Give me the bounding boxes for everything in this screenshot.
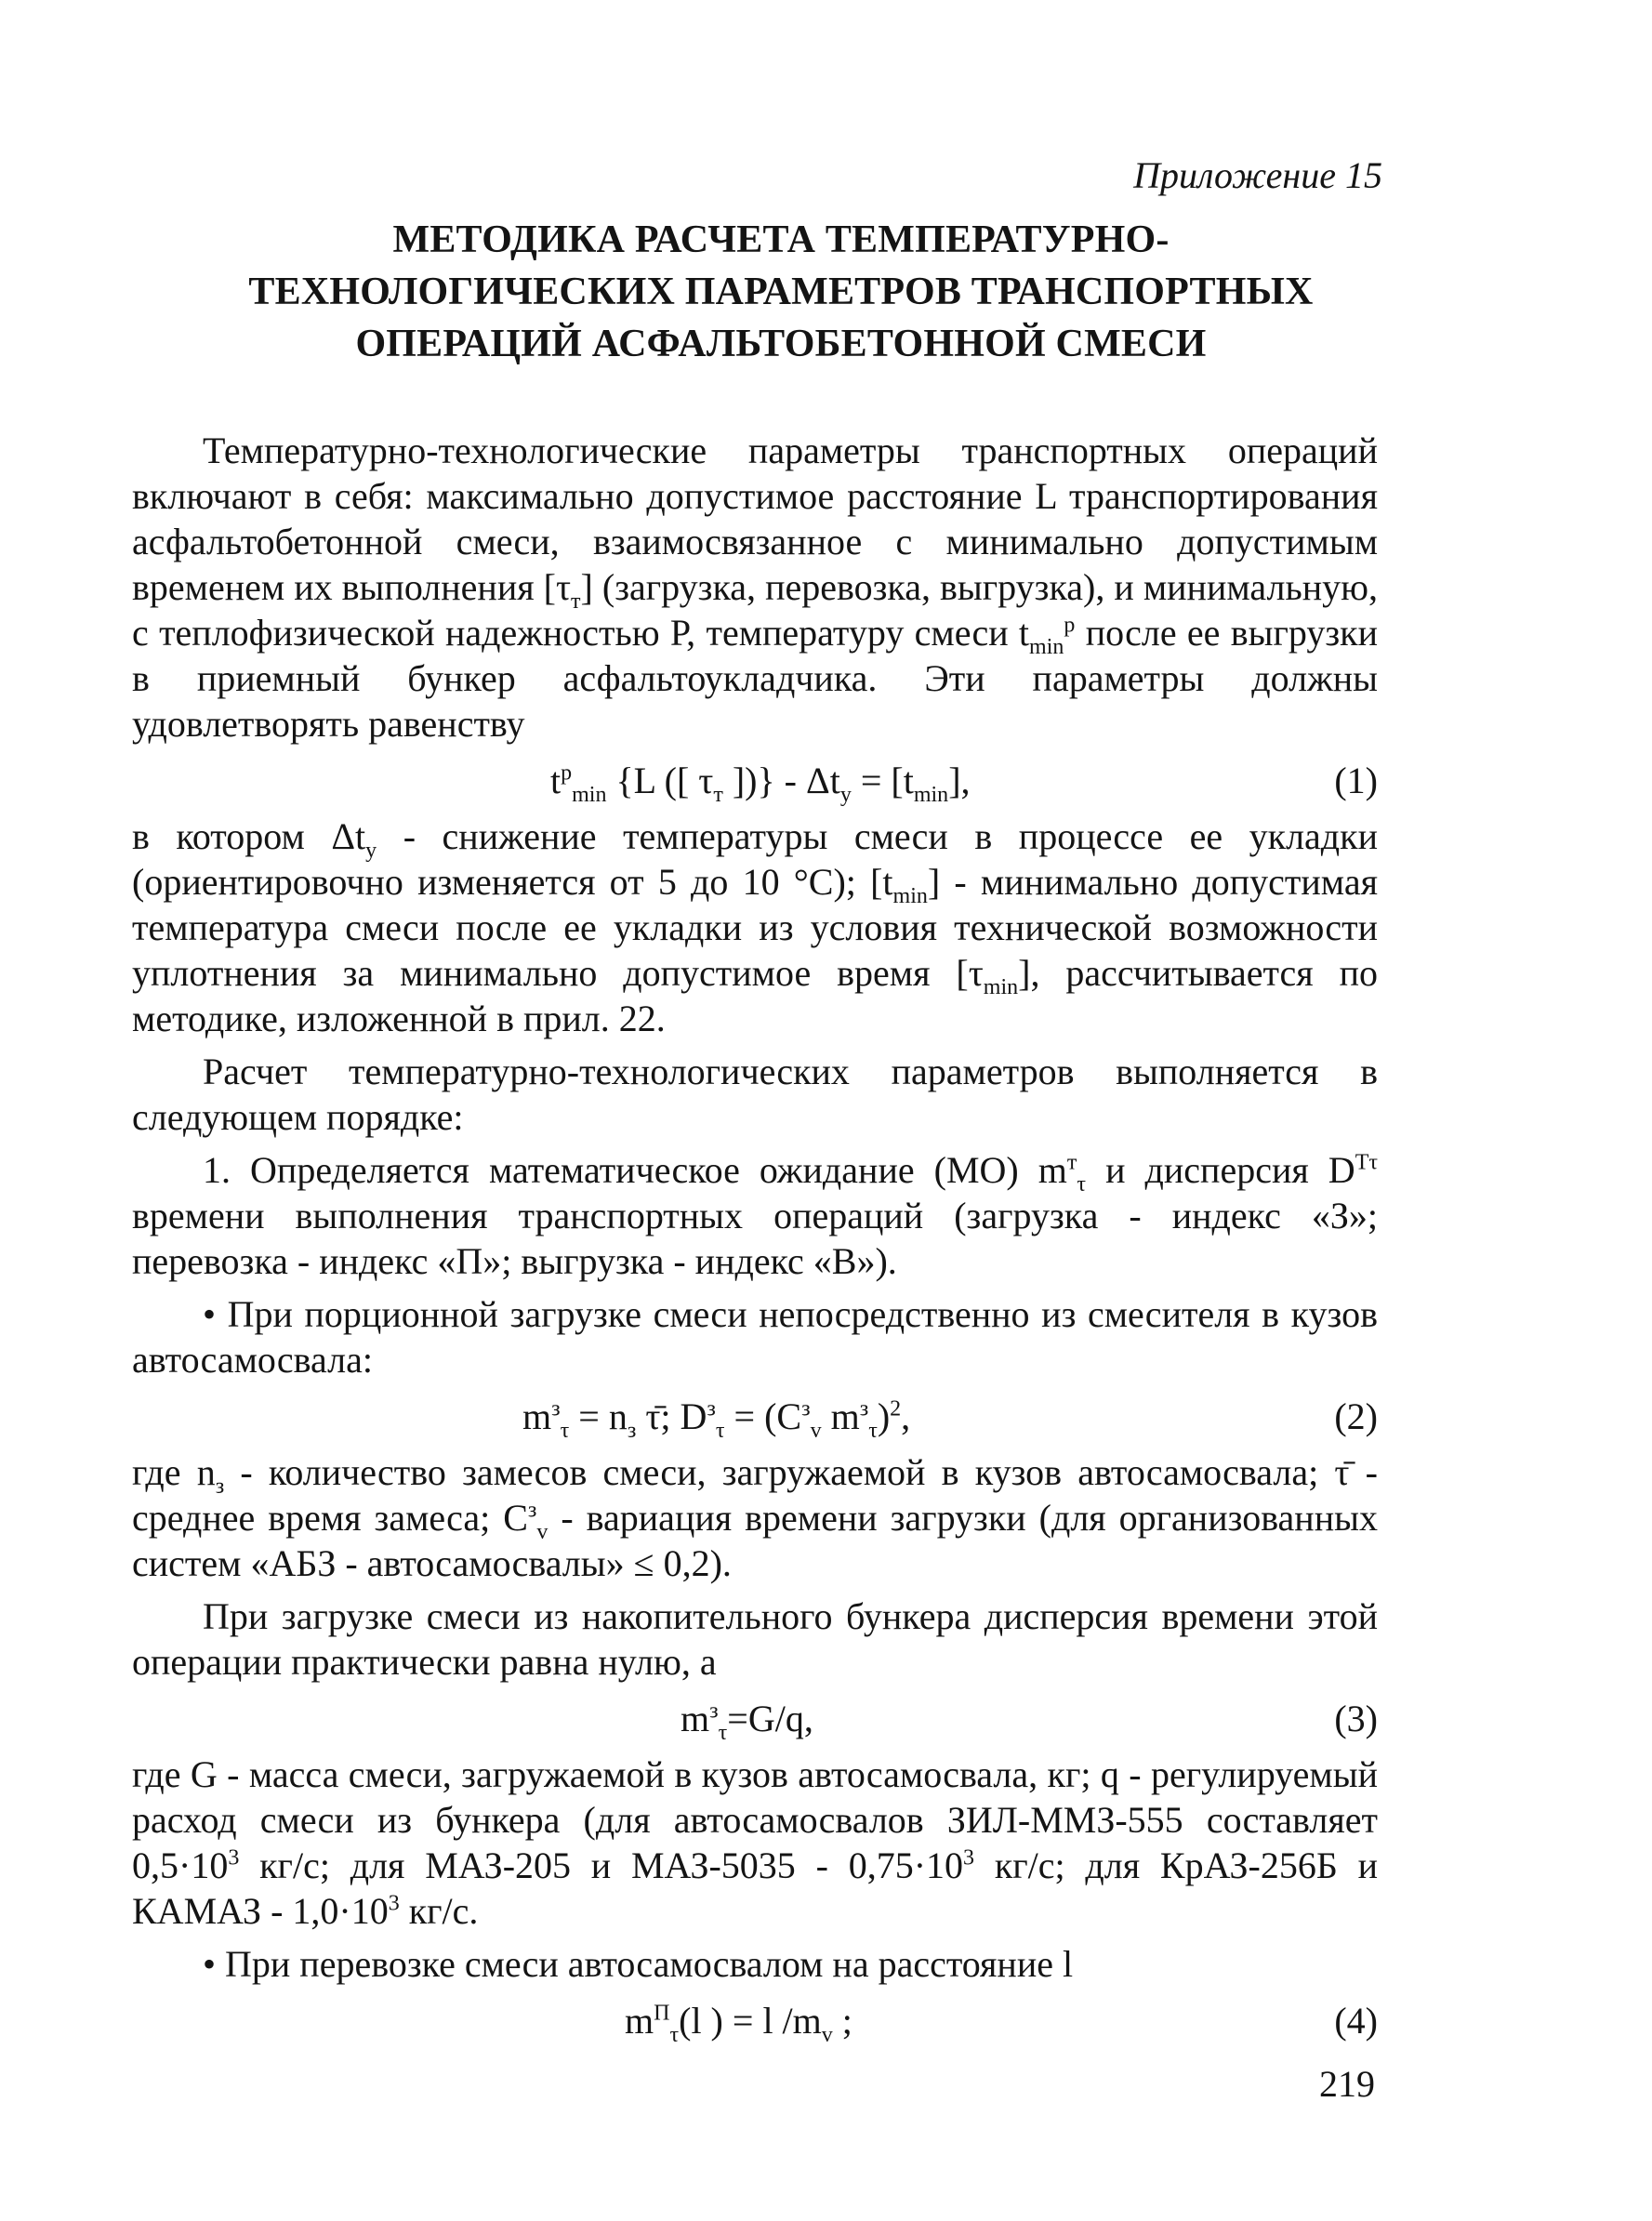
- subscript: τ: [560, 1419, 570, 1443]
- superscript: П: [654, 2001, 670, 2026]
- eq-text: ;: [832, 2000, 852, 2042]
- eq-text: τ̄; D: [636, 1395, 707, 1437]
- text-span: и дисперсия D: [1086, 1149, 1355, 1191]
- eq-text: = [t: [851, 760, 914, 801]
- paragraph-after-eq1: [132, 813, 1378, 1041]
- text-span: - количество замесов смеси, загружаемой в кузов автосамосвала; τ̄ - среднее время замеса; C: [132, 1451, 1378, 1539]
- subscript: min: [1029, 635, 1064, 659]
- text-span: - снижение температуры смеси в процессе ее укладки (ориентировочно изменяется от 5 до 10 °С); [t: [132, 815, 1379, 903]
- page-title: [223, 214, 1339, 370]
- subscript: т: [713, 783, 723, 807]
- eq-text: {L ([ τ: [606, 760, 714, 801]
- subscript: у: [839, 783, 852, 807]
- eq-text: ,: [901, 1395, 911, 1437]
- paragraph-bunker: При загрузке смеси из накопительного бункера дисперсия времени этой операции практически равна нулю, а: [132, 1595, 1378, 1683]
- text-span: Температурно-технологические параметры транспортных операций включают в себя: максимально допустимое расстояние L транспортирования асфальтобетонной смеси, взаимосвязанное с минимально допустимым временем их выполнения [τ: [132, 430, 1378, 608]
- paragraph-after-eq2: [132, 1449, 1378, 1586]
- eq-text: = (C: [724, 1395, 802, 1437]
- eq-text: = n: [569, 1395, 628, 1437]
- subscript: з: [627, 1419, 637, 1443]
- equation-1: [132, 754, 1378, 808]
- subscript: v: [536, 1520, 548, 1544]
- paragraph-after-eq3: [132, 1752, 1378, 1934]
- eq-text: (l ) = l /m: [679, 2000, 822, 2042]
- text-span: времени выполнения транспортных операций (загрузка - индекс «З»; перевозка - индекс «П»; выгрузка - индекс «В»).: [132, 1195, 1378, 1282]
- paragraph-bullet-transport: • При перевозке смеси автосамосвалом на расстояние l: [203, 1943, 1074, 1985]
- superscript: з: [707, 1396, 716, 1421]
- equation-3-formula: [681, 1692, 813, 1746]
- title-line-2: ТЕХНОЛОГИЧЕСКИХ ПАРАМЕТРОВ ТРАНСПОРТНЫХ: [248, 271, 1314, 313]
- eq-text: ],: [948, 760, 971, 801]
- text-span: в котором Δt: [132, 815, 366, 857]
- superscript: з: [551, 1396, 561, 1421]
- superscript: т: [1066, 1150, 1077, 1175]
- superscript: р: [561, 760, 573, 786]
- text-span: - вариация времени загрузки (для организованных систем «АБЗ - автосамосвалы» ≤ 0,2).: [132, 1497, 1378, 1584]
- superscript: 3: [228, 1845, 240, 1871]
- superscript: з: [527, 1498, 537, 1523]
- equation-4-number: (4): [1334, 2000, 1378, 2042]
- subscript: min: [572, 783, 607, 807]
- equation-4: [132, 1994, 1378, 2048]
- subscript: min: [892, 884, 928, 908]
- subscript: min: [983, 975, 1019, 999]
- equation-1-number: (1): [1334, 760, 1378, 801]
- paragraph-intro: [132, 428, 1378, 747]
- subscript: min: [913, 783, 949, 807]
- subscript: у: [365, 839, 377, 863]
- superscript: з: [709, 1699, 719, 1724]
- text-span: 1. Определяется математическое ожидание (МО) m: [203, 1149, 1067, 1191]
- subscript: τ: [718, 1721, 728, 1745]
- eq-text: m: [821, 1395, 860, 1437]
- text-span: где G - масса смеси, загружаемой в кузов автосамосвала, кг; q - регулируемый расход смеси из бункера (для автосамосвалов ЗИЛ-ММЗ-555 составляет 0,5·10: [132, 1753, 1378, 1886]
- body-text: [132, 428, 1378, 2054]
- subscript: τ: [868, 1419, 878, 1443]
- text-span: ] (загрузка, перевозка, выгрузка), и минимальную, с теплофизической надежностью Р, температуру смеси t: [132, 566, 1378, 654]
- text-span: кг/с; для КрАЗ-256Б и КАМАЗ - 1,0·10: [132, 1844, 1378, 1932]
- equation-2: [132, 1390, 1378, 1444]
- superscript: р: [1064, 613, 1076, 638]
- subscript: v: [821, 2023, 833, 2047]
- equation-3-number: (3): [1334, 1698, 1378, 1739]
- subscript: з: [215, 1474, 225, 1499]
- appendix-label: Приложение 15: [1133, 154, 1382, 196]
- eq-symbol: m: [625, 2000, 654, 2042]
- eq-text: ): [877, 1395, 891, 1437]
- subscript: v: [810, 1419, 822, 1443]
- eq-symbol: t: [550, 760, 562, 801]
- superscript: з: [859, 1396, 869, 1421]
- text-span: где n: [132, 1451, 216, 1493]
- equation-2-number: (2): [1334, 1395, 1378, 1437]
- subscript: τ: [1077, 1172, 1087, 1196]
- text-span: после ее выгрузки в приемный бункер асфальтоукладчика. Эти параметры должны удовлетворять равенству: [132, 612, 1378, 745]
- equation-2-formula: [522, 1390, 910, 1444]
- eq-text: ])} - Δt: [722, 760, 840, 801]
- subscript: т: [571, 589, 581, 614]
- equation-1-formula: [550, 754, 971, 808]
- superscript: 2: [890, 1396, 902, 1421]
- text-span: кг/с.: [399, 1890, 479, 1932]
- title-line-1: МЕТОДИКА РАСЧЕТА ТЕМПЕРАТУРНО-: [392, 218, 1170, 261]
- text-span: кг/с; для МАЗ-205 и МАЗ-5035 - 0,75·10: [239, 1844, 964, 1886]
- equation-4-formula: [625, 1994, 852, 2048]
- superscript: 3: [388, 1891, 400, 1916]
- text-span: ] - минимально допустимая температура смеси после ее укладки из условия технической возможности уплотнения за минимально допустимое время [τ: [132, 861, 1378, 994]
- page-number: 219: [1319, 2063, 1375, 2105]
- eq-symbol: m: [681, 1698, 710, 1739]
- paragraph-step-1: [132, 1147, 1378, 1284]
- superscript: Тτ: [1355, 1150, 1378, 1175]
- paragraph-order: Расчет температурно-технологических параметров выполняется в следующем порядке:: [132, 1051, 1378, 1138]
- equation-3: [132, 1692, 1378, 1746]
- eq-symbol: m: [522, 1395, 552, 1437]
- superscript: 3: [963, 1845, 975, 1871]
- title-line-3: ОПЕРАЦИЙ АСФАЛЬТОБЕТОННОЙ СМЕСИ: [355, 323, 1207, 365]
- superscript: з: [801, 1396, 811, 1421]
- eq-text: =G/q,: [727, 1698, 813, 1739]
- paragraph-bullet-portion-loading: • При порционной загрузке смеси непосредственно из смесителя в кузов автосамосвала:: [132, 1293, 1378, 1381]
- text-span: ], рассчитывается по методике, изложенной в прил. 22.: [132, 952, 1378, 1039]
- subscript: τ: [715, 1419, 725, 1443]
- subscript: τ: [669, 2023, 680, 2047]
